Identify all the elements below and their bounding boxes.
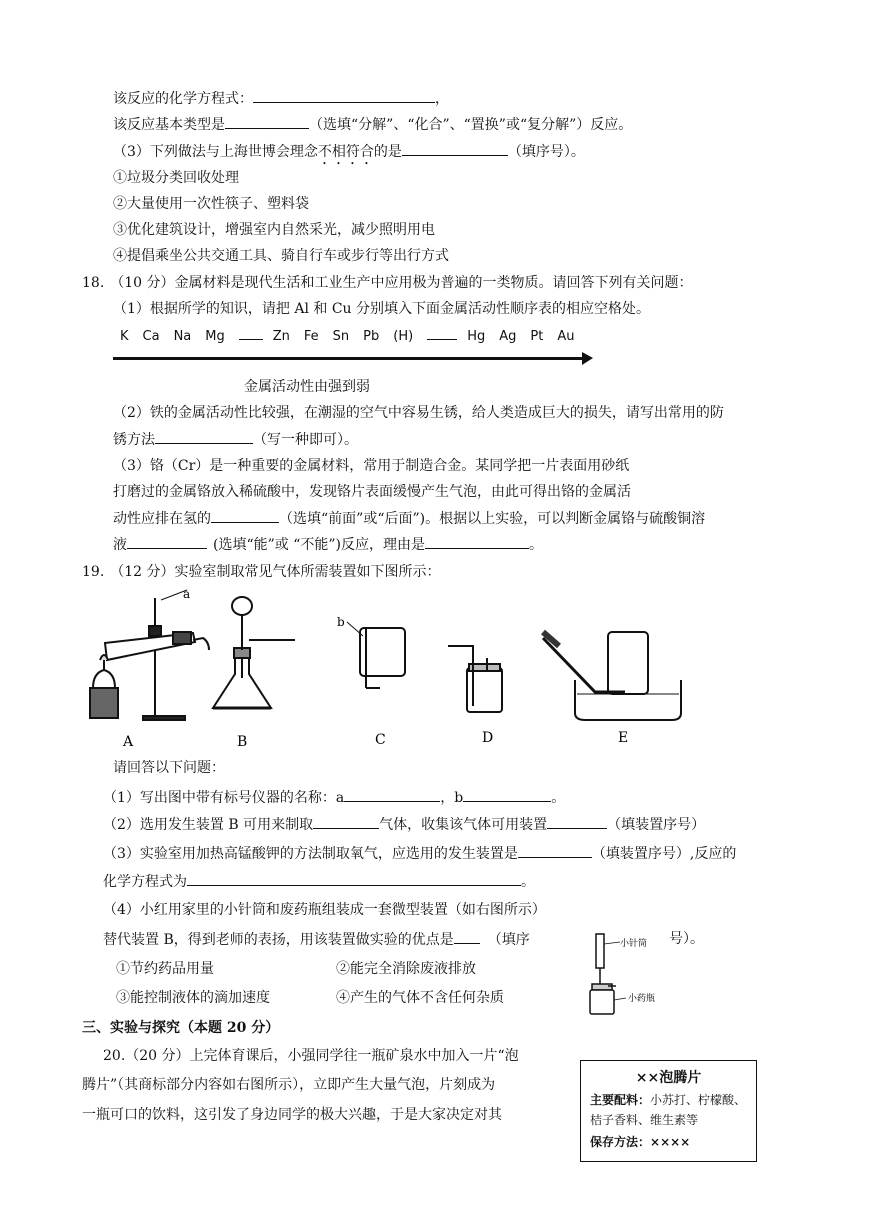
apparatus-d xyxy=(448,646,502,712)
q18-part1: （1）根据所学的知识，请把 Al 和 Cu 分别填入下面金属活动性顺序表的相应空格处。 xyxy=(113,301,651,317)
apparatus-figure xyxy=(85,588,685,753)
bottle-label: 小药瓶 xyxy=(628,994,656,1004)
answer-blank[interactable] xyxy=(425,534,529,549)
cu-blank[interactable] xyxy=(427,325,457,340)
label-a: a xyxy=(183,588,191,601)
answer-blank[interactable] xyxy=(225,114,309,129)
q20-line1: 20.（20 分）上完体育课后，小强同学往一瓶矿泉水中加入一片“泡 xyxy=(103,1048,519,1064)
q17-option-4: ④提倡乘坐公共交通工具、骑自行车或步行等出行方式 xyxy=(113,248,449,264)
q19-option-3: ③能控制液体的滴加速度 xyxy=(116,990,270,1006)
q19-part4-line2-end: 号）。 xyxy=(669,931,704,947)
q18-part3-line4: 液 (选填“能”或 “不能”)反应，理由是 。 xyxy=(113,534,543,555)
emphasis-text: 不相符合 xyxy=(317,144,374,160)
ingredients-line: 主要配料：小苏打、柠檬酸、 xyxy=(590,1093,747,1107)
q18-part3-line1: （3）铬（Cr）是一种重要的金属材料，常用于制造合金。某同学把一片表面用砂纸 xyxy=(113,458,630,474)
answer-blank[interactable] xyxy=(187,871,521,886)
apparatus-c xyxy=(347,622,405,688)
label-D: D xyxy=(482,730,494,746)
al-blank[interactable] xyxy=(239,325,263,340)
answer-blank[interactable] xyxy=(547,814,607,829)
q20-line3: 一瓶可口的饮料，这引发了身边同学的极大兴趣，于是大家决定对其 xyxy=(82,1107,502,1123)
apparatus-b xyxy=(213,597,295,708)
q18-part2-line2: 锈方法 （写一种即可）。 xyxy=(113,429,358,450)
q19-part4-line2: 替代装置 B，得到老师的表扬，用该装置做实验的优点是 （填序 xyxy=(103,929,530,950)
q19-part3-line2: 化学方程式为 。 xyxy=(103,871,535,892)
q17-type-line: 该反应基本类型是 （选填“分解”、“化合”、“置换”或“复分解”）反应。 xyxy=(113,114,632,135)
q17-part3: （3）下列做法与上海世博会理念不相符合的是 （填序号）。 xyxy=(113,141,585,168)
label-A: A xyxy=(123,734,134,750)
q19-ask: 请回答以下问题： xyxy=(113,760,225,776)
section-title: 三、实验与探究（本题 20 分） xyxy=(82,1020,280,1036)
answer-blank[interactable] xyxy=(127,534,207,549)
ingredients-line2: 桔子香料、维生素等 xyxy=(590,1113,699,1127)
q18-part2-line1: （2）铁的金属活动性比较强，在潮湿的空气中容易生锈，给人类造成巨大的损失，请写出常用的防 xyxy=(113,405,724,421)
q18-header: 18. （10 分）金属材料是现代生活和工业生产中应用极为普遍的一类物质。请回答下列有关问题： xyxy=(82,275,693,291)
product-label-title: ××泡腾片 xyxy=(635,1070,702,1086)
q19-option-1: ①节约药品用量 xyxy=(116,961,214,977)
q19-option-4: ④产生的气体不含任何杂质 xyxy=(336,990,504,1006)
answer-blank[interactable] xyxy=(454,929,480,944)
q18-part3-line2: 打磨过的金属铬放入稀硫酸中，发现铬片表面缓慢产生气泡，由此可得出铬的金属活 xyxy=(113,484,631,500)
answer-blank[interactable] xyxy=(402,141,508,156)
storage-line: 保存方法：×××× xyxy=(590,1135,691,1149)
q19-header: 19. （12 分）实验室制取常见气体所需装置如下图所示： xyxy=(82,564,441,580)
q17-equation-line: 该反应的化学方程式： ， xyxy=(113,88,449,109)
label-b: b xyxy=(337,615,345,629)
q19-option-2: ②能完全消除废液排放 xyxy=(336,961,476,977)
label-B: B xyxy=(237,734,248,750)
answer-blank[interactable] xyxy=(253,88,435,103)
micro-apparatus-figure xyxy=(584,932,664,1018)
answer-blank[interactable] xyxy=(155,429,253,444)
arrow-label: 金属活动性由强到弱 xyxy=(244,379,370,395)
activity-series: K Ca Na Mg Zn Fe Sn Pb (H) Hg Ag Pt Au xyxy=(120,325,588,347)
q19-part4-line1: （4）小红用家里的小针筒和废药瓶组装成一套微型装置（如右图所示） xyxy=(103,902,546,918)
q19-part1: （1）写出图中带有标号仪器的名称：a ，b 。 xyxy=(103,787,565,808)
product-label-box xyxy=(580,1060,757,1162)
apparatus-e xyxy=(543,632,681,720)
syringe-label: 小针筒 xyxy=(620,939,648,949)
activity-arrow xyxy=(113,357,583,360)
answer-blank[interactable] xyxy=(211,508,279,523)
answer-blank[interactable] xyxy=(463,787,551,802)
q19-part2: （2）选用发生装置 B 可用来制取 气体，收集该气体可用装置 （填装置序号） xyxy=(103,814,705,835)
q17-option-3: ③优化建筑设计，增强室内自然采光，减少照明用电 xyxy=(113,222,435,238)
answer-blank[interactable] xyxy=(518,843,592,858)
q17-option-2: ②大量使用一次性筷子、塑料袋 xyxy=(113,196,309,212)
q19-part3-line1: （3）实验室用加热高锰酸钾的方法制取氧气，应选用的发生装置是 （填装置序号）,反应的 xyxy=(103,843,736,864)
label-E: E xyxy=(618,730,629,746)
answer-blank[interactable] xyxy=(313,814,379,829)
q20-line2: 腾片”（其商标部分内容如右图所示），立即产生大量气泡，片刻成为 xyxy=(82,1077,496,1093)
q18-part3-line3: 动性应排在氢的 （选填“前面”或“后面”)。根据以上实验，可以判断金属铬与硫酸铜溶 xyxy=(113,508,705,529)
answer-blank[interactable] xyxy=(344,787,440,802)
apparatus-a xyxy=(90,590,209,720)
q17-option-1: ①垃圾分类回收处理 xyxy=(113,170,239,186)
label-C: C xyxy=(375,732,386,748)
